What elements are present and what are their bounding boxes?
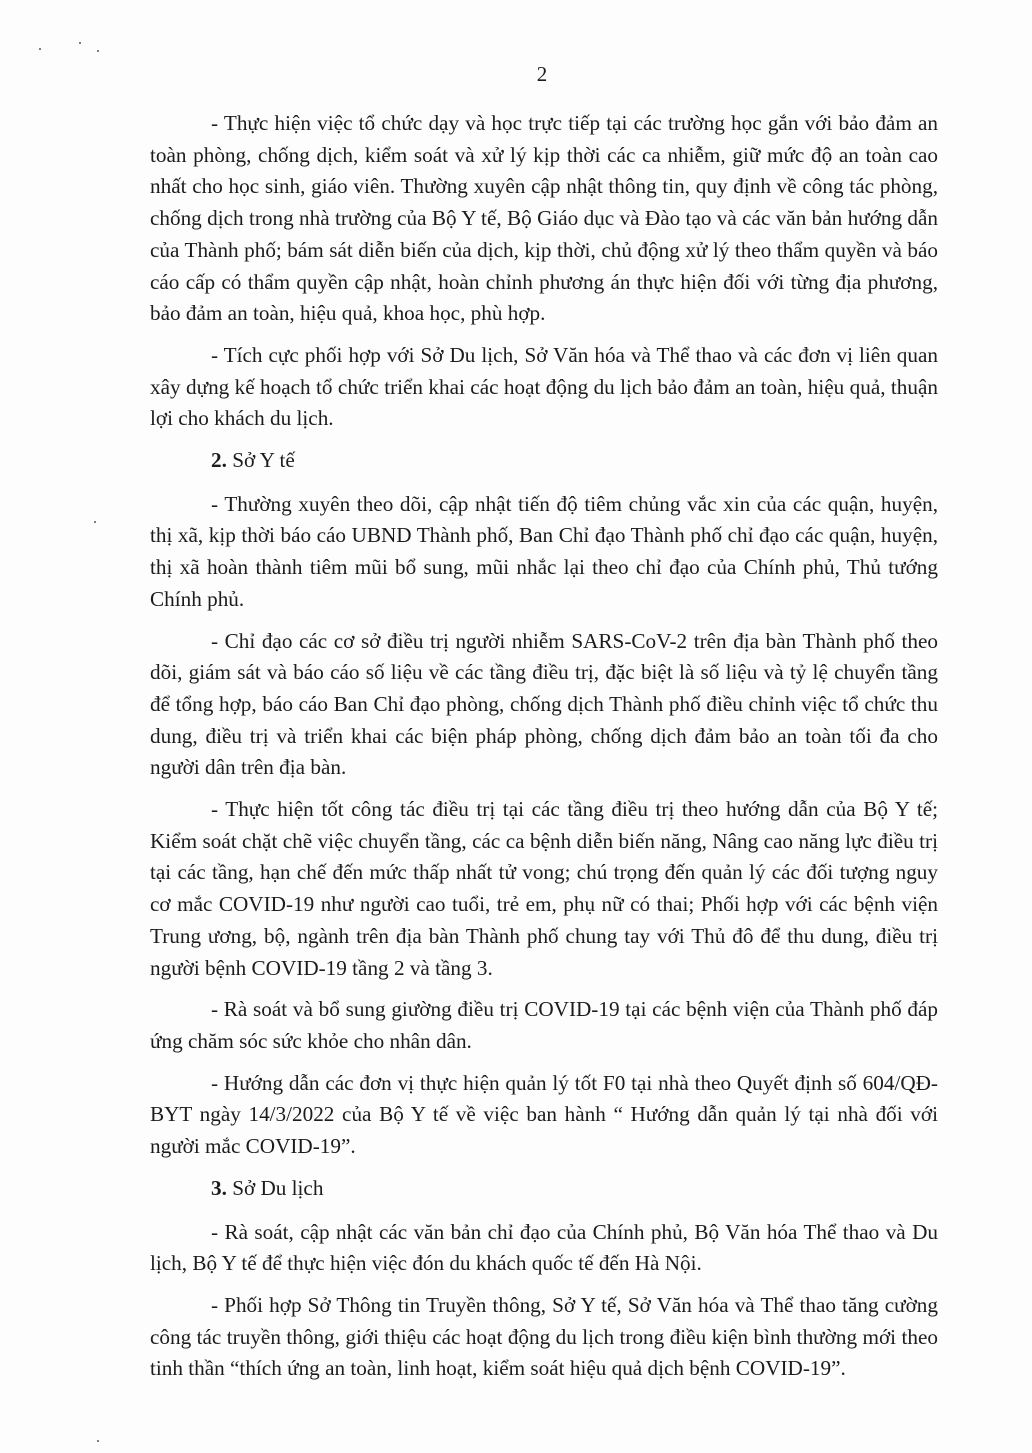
scan-speck [39,48,41,50]
paragraph: - Rà soát và bổ sung giường điều trị COVID-19 tại các bệnh viện của Thành phố đáp ứng chăm sóc sức khỏe cho nhân dân. [150,997,938,1053]
section-heading-so-du-lich [150,1173,938,1205]
paragraph: - Thực hiện tốt công tác điều trị tại các tầng điều trị theo hướng dẫn của Bộ Y tế; Kiểm soát chặt chẽ việc chuyển tầng, các ca bệnh diễn biến năng, Nâng cao năng lực điều trị tại các tầng, hạn chế đến mức thấp nhất tử vong; chú trọng đến quản lý các đối tượng nguy cơ mắc COVID-19 như người cao tuổi, trẻ em, phụ nữ có thai; Phối hợp với các bệnh viện Trung ương, bộ, ngành trên địa bàn Thành phố chung tay với Thủ đô để thu dung, điều trị người bệnh COVID-19 tầng 2 và tầng 3. [150,797,938,980]
section-heading-so-y-te [150,445,938,477]
section-number: 3. [211,1175,227,1200]
paragraph: - Thường xuyên theo dõi, cập nhật tiến độ tiêm chủng vắc xin của các quận, huyện, thị xã, kịp thời báo cáo UBND Thành phố, Ban Chỉ đạo Thành phố chỉ đạo các quận, huyện, thị xã hoàn thành tiêm mũi bổ sung, mũi nhắc lại theo chỉ đạo của Chính phủ, Thủ tướng Chính phủ. [150,491,938,611]
paragraph: - Thực hiện việc tổ chức dạy và học trực tiếp tại các trường học gắn với bảo đảm an toàn phòng, chống dịch, kiểm soát và xử lý kịp thời các ca nhiễm, giữ mức độ an toàn cao nhất cho học sinh, giáo viên. Thường xuyên cập nhật thông tin, quy định về công tác phòng, chống dịch trong nhà trường của Bộ Y tế, Bộ Giáo dục và Đào tạo và các văn bản hướng dẫn của Thành phố; bám sát diễn biến của dịch, kịp thời, chủ động xử lý theo thẩm quyền và báo cáo cấp có thẩm quyền cập nhật, hoàn chỉnh phương án thực hiện đối với từng địa phương, bảo đảm an toàn, hiệu quả, khoa học, phù hợp. [150,111,938,326]
page-number: 2 [536,62,548,86]
paragraph: - Tích cực phối hợp với Sở Du lịch, Sở Văn hóa và Thể thao và các đơn vị liên quan xây dựng kế hoạch tổ chức triển khai các hoạt động du lịch bảo đảm an toàn, hiệu quả, thuận lợi cho khách du lịch. [150,342,938,431]
paragraph: - Phối hợp Sở Thông tin Truyền thông, Sở Y tế, Sở Văn hóa và Thể thao tăng cường công tác truyền thông, giới thiệu các hoạt động du lịch trong điều kiện bình thường mới theo tinh thần “thích ứng an toàn, linh hoạt, kiểm soát hiệu quả dịch bệnh COVID-19”. [150,1292,938,1381]
paragraph: - Rà soát, cập nhật các văn bản chỉ đạo của Chính phủ, Bộ Văn hóa Thể thao và Du lịch, Bộ Y tế để thực hiện việc đón du khách quốc tế đến Hà Nội. [150,1219,938,1276]
document-body [150,108,938,1395]
paragraph: - Hướng dẫn các đơn vị thực hiện quản lý tốt F0 tại nhà theo Quyết định số 604/QĐ-BYT ngày 14/3/2022 của Bộ Y tế về việc ban hành “ Hướng dẫn quản lý tại nhà đối với người mắc COVID-19”. [150,1070,938,1159]
section-title: Sở Y tế [232,448,295,473]
section-number: 2. [211,448,227,473]
scan-speck [97,50,99,52]
scan-speck [97,1440,99,1442]
paragraph: - Chỉ đạo các cơ sở điều trị người nhiễm SARS-CoV-2 trên địa bàn Thành phố theo dõi, giám sát và báo cáo số liệu về các tầng điều trị, đặc biệt là số liệu và tỷ lệ chuyển tầng để tổng hợp, báo cáo Ban Chỉ đạo phòng, chống dịch Thành phố điều chỉnh việc tổ chức thu dung, điều trị và triển khai các biện pháp phòng, chống dịch đảm bảo an toàn tối đa cho người dân trên địa bàn. [150,628,938,780]
scan-speck [94,521,96,523]
scan-speck [79,42,81,44]
section-title: Sở Du lịch [232,1175,324,1200]
